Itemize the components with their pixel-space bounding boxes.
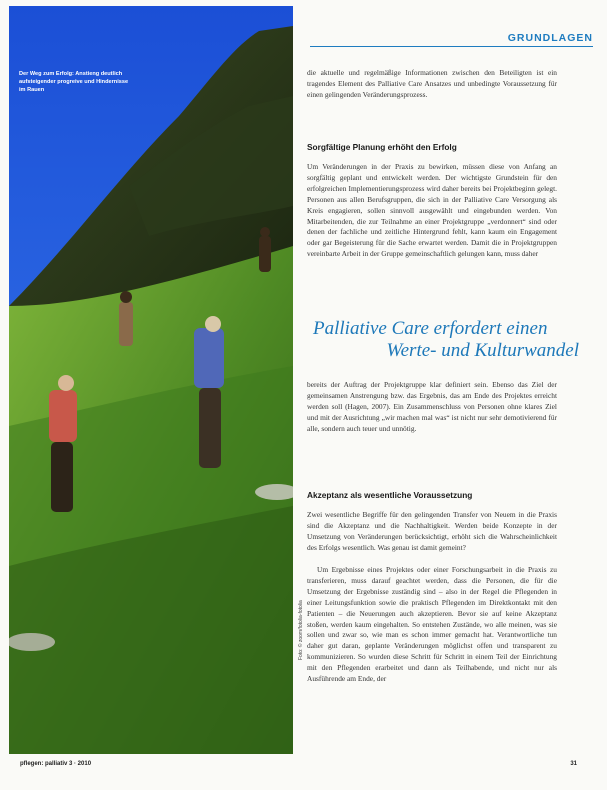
hiking-photo [9, 6, 293, 754]
pull-quote [307, 318, 579, 362]
paragraph-planning: Um Veränderungen in der Praxis zu bewirken, müssen diese von Anfang an sorgfältig geplant und entwickelt werden. Der wichtigste Grundstein für den erfolgreichen Implementierungsprozess wird daher bereits bei Projektbeginn gelegt. Personen aus allen Berufsgruppen, die sich in der Palliative Care Versorgung als Kreis engagieren, sollen sinnvoll ausgewählt und eingebunden werden. Von Mitarbeitenden, die zur Teilnahme an einer Projektgruppe „verdonnert“ sind oder denen der fachliche und zeitliche Hintergrund fehlt, kann kaum ein Engagement oder gar Begeisterung für die Sache erwartet werden. Damit die in Projektgruppen vereinbarte Arbeit in der Gruppe gemeinschaftlich gelungen kann, muss daher [307, 162, 557, 259]
photo-credit: Foto: © zoom/fotolia-fotolia [298, 600, 304, 660]
intro-paragraph: die aktuelle und regelmäßige Informationen zwischen den Beteiligten ist ein tragendes Element des Palliative Care Ansatzes und unbedingte Voraussetzung für einen gelingenden Veränderungsprozess. [307, 68, 557, 99]
subheading-planning: Sorgfältige Planung erhöht den Erfolg [307, 142, 457, 152]
page-number: 31 [570, 761, 577, 767]
pull-quote-line-1: Palliative Care erfordert einen [313, 318, 548, 339]
paragraph-goals: bereits der Auftrag der Projektgruppe klar definiert sein. Ebenso das Ziel der gemeinsamen Anstrengung bzw. das Ergebnis, das am Ende des Projektes erreicht werden soll (Hagen, 2007). Ein Zusammenschluss von Personen ohne klares Ziel und mit der Ausrichtung „wir machen mal was“ ist nicht nur sehr demotivierend für alle, sondern auch teuer und unnötig. [307, 380, 557, 433]
section-tag: GRUNDLAGEN [507, 32, 593, 44]
mountain-meadow-illustration [9, 6, 293, 754]
pull-quote-line-2: Werte- und Kulturwandel [386, 340, 579, 361]
paragraph-acceptance: Zwei wesentliche Begriffe für den gelingenden Transfer von Neuem in die Praxis sind die Akzeptanz und die Nachhaltigkeit. Werden beide Konzepte in der Umsetzung von Veränderungen berücksichtigt, erhöht sich die Wahrscheinlichkeit des Erfolgs wesentlich. Was genau ist damit gemeint? [307, 510, 557, 552]
photo-caption: Der Weg zum Erfolg: Anstieng deutlich aufsteigender progreive und Hindernisse im Rauen [19, 71, 129, 93]
footer-magazine: pflegen: palliativ 3 · 2010 [20, 761, 92, 767]
paragraph-transfer: Um Ergebnisse eines Projektes oder einer Forschungsarbeit in die Praxis zu transferieren, muss darauf geachtet werden, dass die Personen, die für die Umsetzung der Ergebnisse zuständig sind – also in der Regel die Pflegenden in einer Leitungsfunktion sowie die praktisch Pflegenden im Direktkontakt mit den Patienten – die Neuerungen auch akzeptieren. Bevor sie auf keine Akzeptanz stoßen, werden kaum eingehalten. So entstehen Zustände, wo alle meinen, was sie sollen und zwar so, wie man es schon immer gemacht hat. Verantwortliche tun daher gut daran, geplante Veränderungen möglichst offen und transparent zu kommunizieren. So wurden diese Schritt für Schritt in einem Teil der Einrichtung mit den Pflegenden erarbeitet und dann als Teilhabende, und nicht nur als Ausführende am Ende, der [307, 565, 557, 684]
subheading-acceptance: Akzeptanz als wesentliche Voraussetzung [307, 490, 473, 500]
header-rule [310, 46, 593, 47]
